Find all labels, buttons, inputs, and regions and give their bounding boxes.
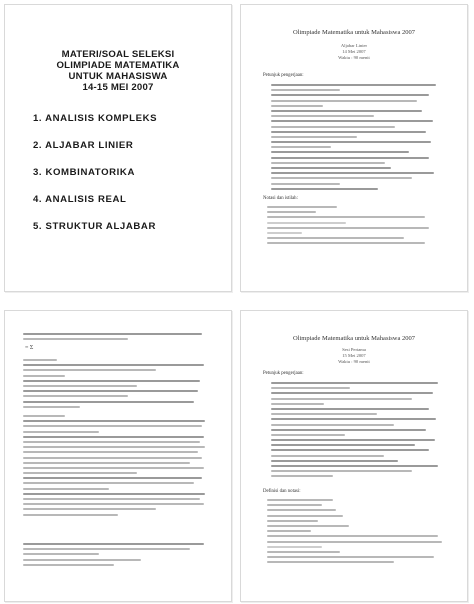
text-line bbox=[271, 167, 391, 169]
text-line bbox=[23, 401, 194, 403]
text-line bbox=[271, 157, 429, 159]
text-line bbox=[23, 333, 202, 335]
cover-title-line: MATERI/SOAL SELEKSI bbox=[61, 49, 175, 60]
topic-item: 4. ANALISIS REAL bbox=[33, 194, 127, 205]
text-line bbox=[271, 403, 324, 405]
text-line bbox=[23, 543, 204, 545]
page-header: Olimpiade Matematika untuk Mahasiswa 2007 bbox=[292, 29, 416, 36]
text-line bbox=[23, 436, 204, 438]
problem-text-top bbox=[23, 333, 213, 343]
instructions-text bbox=[271, 382, 447, 481]
text-line bbox=[23, 425, 202, 427]
exam-page-continued bbox=[4, 310, 232, 602]
exam-duration: Waktu : 90 menit bbox=[338, 359, 370, 365]
text-line bbox=[267, 525, 349, 527]
text-line bbox=[271, 146, 331, 148]
text-line bbox=[23, 385, 137, 387]
page-header: Olimpiade Matematika untuk Mahasiswa 2007 bbox=[292, 335, 416, 342]
text-line bbox=[271, 141, 431, 143]
text-line bbox=[271, 151, 409, 153]
problem-text-bottom bbox=[23, 543, 213, 569]
text-line bbox=[267, 504, 322, 506]
exam-subject: Aljabar Linier bbox=[340, 43, 368, 48]
text-line bbox=[23, 395, 128, 397]
cover-title-line: OLIMPIADE MATEMATIKA bbox=[56, 60, 180, 71]
text-line bbox=[271, 162, 385, 164]
cover-title-line: UNTUK MAHASISWA bbox=[68, 71, 168, 82]
text-line bbox=[271, 110, 422, 112]
text-line bbox=[23, 508, 156, 510]
exam-date: 14 Mei 2007 bbox=[342, 49, 366, 55]
text-line bbox=[267, 216, 425, 218]
text-line bbox=[23, 559, 141, 561]
text-line bbox=[23, 406, 80, 408]
cover-title-line: 14-15 MEI 2007 bbox=[82, 82, 154, 93]
exam-duration: Waktu : 90 menit bbox=[338, 55, 370, 61]
topic-item: 1. ANALISIS KOMPLEKS bbox=[33, 113, 158, 124]
cover-title bbox=[5, 49, 231, 93]
text-line bbox=[271, 413, 377, 415]
text-line bbox=[271, 120, 433, 122]
text-line bbox=[23, 451, 198, 453]
exam-page-linear-algebra bbox=[240, 4, 468, 292]
text-line bbox=[271, 136, 357, 138]
text-line bbox=[271, 408, 429, 410]
text-line bbox=[23, 493, 205, 495]
text-line bbox=[23, 477, 202, 479]
text-line bbox=[23, 498, 200, 500]
text-line bbox=[271, 434, 345, 436]
text-line bbox=[271, 392, 433, 394]
notation-text bbox=[267, 499, 449, 566]
text-line bbox=[271, 465, 438, 467]
notation-text bbox=[267, 206, 443, 248]
text-line bbox=[23, 415, 65, 417]
summation-formula: = Σ bbox=[25, 345, 34, 351]
text-line bbox=[271, 455, 384, 457]
exam-session: Sesi Pertama bbox=[342, 347, 366, 352]
text-line bbox=[23, 380, 200, 382]
text-line bbox=[23, 431, 99, 433]
text-line bbox=[271, 177, 412, 179]
text-line bbox=[271, 398, 412, 400]
text-line bbox=[271, 188, 378, 190]
text-line bbox=[23, 338, 128, 340]
text-line bbox=[271, 444, 415, 446]
topic-item: 3. KOMBINATORIKA bbox=[33, 167, 135, 178]
topic-list bbox=[33, 113, 157, 248]
text-line bbox=[271, 100, 417, 102]
text-line bbox=[271, 382, 438, 384]
exam-date: 15 Mei 2007 bbox=[342, 353, 366, 359]
text-line bbox=[271, 94, 429, 96]
exam-meta bbox=[241, 43, 467, 62]
text-line bbox=[267, 551, 340, 553]
text-line bbox=[267, 242, 425, 244]
text-line bbox=[267, 541, 442, 543]
text-line bbox=[267, 227, 429, 229]
instructions-title: Petunjuk pengerjaan: bbox=[263, 73, 304, 78]
text-line bbox=[267, 206, 337, 208]
text-line bbox=[271, 475, 333, 477]
text-line bbox=[23, 420, 205, 422]
text-line bbox=[23, 446, 205, 448]
text-line bbox=[271, 105, 323, 107]
text-line bbox=[23, 472, 137, 474]
text-line bbox=[267, 237, 404, 239]
text-line bbox=[267, 535, 438, 537]
text-line bbox=[271, 115, 374, 117]
topic-item: 5. STRUKTUR ALJABAR bbox=[33, 221, 156, 232]
text-line bbox=[267, 211, 316, 213]
text-line bbox=[267, 515, 343, 517]
text-line bbox=[23, 359, 57, 361]
text-line bbox=[23, 364, 204, 366]
text-line bbox=[271, 89, 340, 91]
text-line bbox=[267, 546, 322, 548]
text-line bbox=[23, 514, 118, 516]
text-line bbox=[23, 482, 194, 484]
cover-page bbox=[4, 4, 232, 292]
text-line bbox=[271, 439, 435, 441]
problem-text-middle bbox=[23, 415, 213, 519]
text-line bbox=[271, 429, 426, 431]
text-line bbox=[267, 509, 336, 511]
text-line bbox=[23, 369, 156, 371]
instructions-text bbox=[271, 84, 443, 193]
text-line bbox=[23, 548, 190, 550]
text-line bbox=[271, 126, 395, 128]
instructions-title: Petunjuk pengerjaan: bbox=[263, 371, 304, 376]
text-line bbox=[23, 467, 204, 469]
text-line bbox=[267, 561, 394, 563]
exam-meta bbox=[241, 347, 467, 366]
text-line bbox=[271, 470, 412, 472]
text-line bbox=[271, 418, 436, 420]
problem-text bbox=[23, 359, 213, 411]
text-line bbox=[23, 390, 198, 392]
text-line bbox=[23, 457, 202, 459]
text-line bbox=[271, 131, 426, 133]
text-line bbox=[267, 530, 311, 532]
text-line bbox=[23, 375, 65, 377]
text-line bbox=[271, 183, 340, 185]
text-line bbox=[267, 499, 333, 501]
text-line bbox=[23, 553, 99, 555]
text-line bbox=[267, 556, 434, 558]
text-line bbox=[23, 441, 200, 443]
text-line bbox=[267, 520, 318, 522]
text-line bbox=[271, 172, 434, 174]
text-line bbox=[271, 387, 350, 389]
text-line bbox=[271, 84, 436, 86]
text-line bbox=[23, 564, 114, 566]
exam-page-session-one bbox=[240, 310, 468, 602]
text-line bbox=[23, 462, 190, 464]
text-line bbox=[23, 503, 204, 505]
text-line bbox=[267, 232, 302, 234]
text-line bbox=[267, 222, 346, 224]
text-line bbox=[23, 488, 109, 490]
notation-title: Notasi dan istilah: bbox=[263, 196, 298, 201]
topic-item: 2. ALJABAR LINIER bbox=[33, 140, 134, 151]
text-line bbox=[271, 449, 429, 451]
notation-title: Definisi dan notasi: bbox=[263, 489, 301, 494]
text-line bbox=[271, 424, 394, 426]
text-line bbox=[271, 460, 398, 462]
